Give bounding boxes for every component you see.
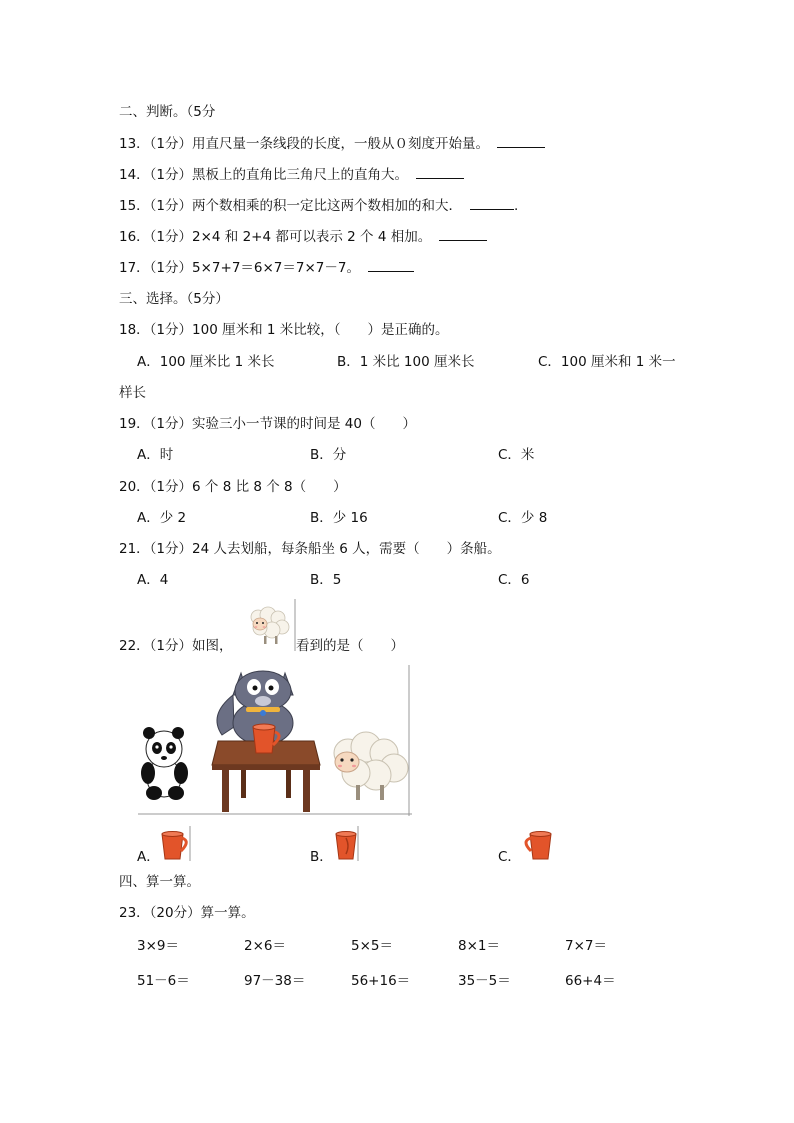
answer-blank-14[interactable] [416, 166, 464, 179]
q19-option-a[interactable]: A．时 [137, 447, 174, 463]
calc-item: 35－5＝ [458, 973, 511, 989]
question-21-text: 21．（1分）24 人去划船，每条船坐 6 人，需要（ ）条船。 [119, 541, 501, 557]
sheep-small-image [244, 599, 296, 651]
section4-heading: 四、算一算。 [119, 874, 200, 890]
q20-option-a[interactable]: A．少 2 [137, 510, 187, 526]
q20-option-b[interactable]: B．少 16 [310, 510, 368, 526]
question-15 [119, 197, 518, 215]
calc-item: 8×1＝ [458, 938, 500, 954]
question-20-text: 20．（1分）6 个 8 比 8 个 8（ ） [119, 479, 347, 495]
q21-option-c[interactable]: C．6 [498, 572, 530, 588]
panda-icon [141, 727, 188, 800]
section3-heading: 三、选择。（5分） [119, 291, 229, 307]
q22-option-a-image[interactable] [159, 826, 192, 861]
answer-blank-15[interactable] [470, 197, 514, 210]
q22-option-c-label[interactable]: C． [498, 849, 521, 865]
q18-option-c-continued: 样长 [119, 385, 146, 401]
calc-item: 5×5＝ [351, 938, 393, 954]
calc-item: 66+4＝ [565, 973, 616, 989]
q18-option-b[interactable]: B．1 米比 100 厘米长 [337, 354, 475, 370]
scene-illustration [138, 665, 412, 816]
q22-option-c-image[interactable] [519, 826, 555, 861]
question-19-text: 19．（1分）实验三小一节课的时间是 40（ ） [119, 416, 416, 432]
question-13-text: 13．（1分）用直尺量一条线段的长度，一般从０刻度开始量。 [119, 136, 490, 152]
q19-option-b[interactable]: B．分 [310, 447, 347, 463]
question-18-text: 18．（1分）100 厘米和 1 米比较，（ ）是正确的。 [119, 322, 449, 338]
q22-option-b-label[interactable]: B． [310, 849, 333, 865]
sheep-icon [334, 732, 408, 800]
question-22-suffix: 看到的是（ ） [296, 638, 404, 654]
calc-item: 97－38＝ [244, 973, 306, 989]
section2-heading: 二、判断。（5分 [119, 104, 216, 120]
q19-option-c[interactable]: C．米 [498, 447, 535, 463]
q22-option-b-image[interactable] [334, 826, 360, 861]
mug-handle-left-icon [519, 826, 555, 861]
question-16-text: 16．（1分）2×4 和 2+4 都可以表示 2 个 4 相加。 [119, 229, 432, 245]
q22-option-a-label[interactable]: A． [137, 849, 160, 865]
question-15-period: . [514, 198, 519, 214]
calc-item: 56+16＝ [351, 973, 411, 989]
mug-handle-front-icon [334, 826, 360, 861]
calc-item: 51－6＝ [137, 973, 190, 989]
question-13 [119, 135, 545, 153]
calc-item: 2×6＝ [244, 938, 286, 954]
answer-blank-16[interactable] [439, 228, 487, 241]
mug-handle-right-icon [159, 826, 192, 861]
answer-blank-13[interactable] [497, 135, 545, 148]
q21-option-b[interactable]: B．5 [310, 572, 342, 588]
calc-item: 3×9＝ [137, 938, 179, 954]
sheep-icon [244, 599, 296, 651]
question-22-prefix: 22．（1分）如图， [119, 638, 233, 654]
q18-option-a[interactable]: A．100 厘米比 1 米长 [137, 354, 275, 370]
calc-item: 7×7＝ [565, 938, 607, 954]
question-17 [119, 259, 414, 277]
q20-option-c[interactable]: C．少 8 [498, 510, 548, 526]
answer-blank-17[interactable] [368, 259, 414, 272]
q18-option-c[interactable]: C．100 厘米和 1 米一 [538, 354, 676, 370]
question-15-text: 15．（1分）两个数相乘的积一定比这两个数相加的和大． [119, 198, 463, 214]
question-14-text: 14．（1分）黑板上的直角比三角尺上的直角大。 [119, 167, 409, 183]
question-16 [119, 228, 487, 246]
question-14 [119, 166, 464, 184]
question-23-text: 23．（20分）算一算。 [119, 905, 255, 921]
q21-option-a[interactable]: A．4 [137, 572, 169, 588]
question-17-text: 17．（1分）5×7+7＝6×7＝7×7－7。 [119, 260, 360, 276]
scene-picture [138, 665, 412, 816]
